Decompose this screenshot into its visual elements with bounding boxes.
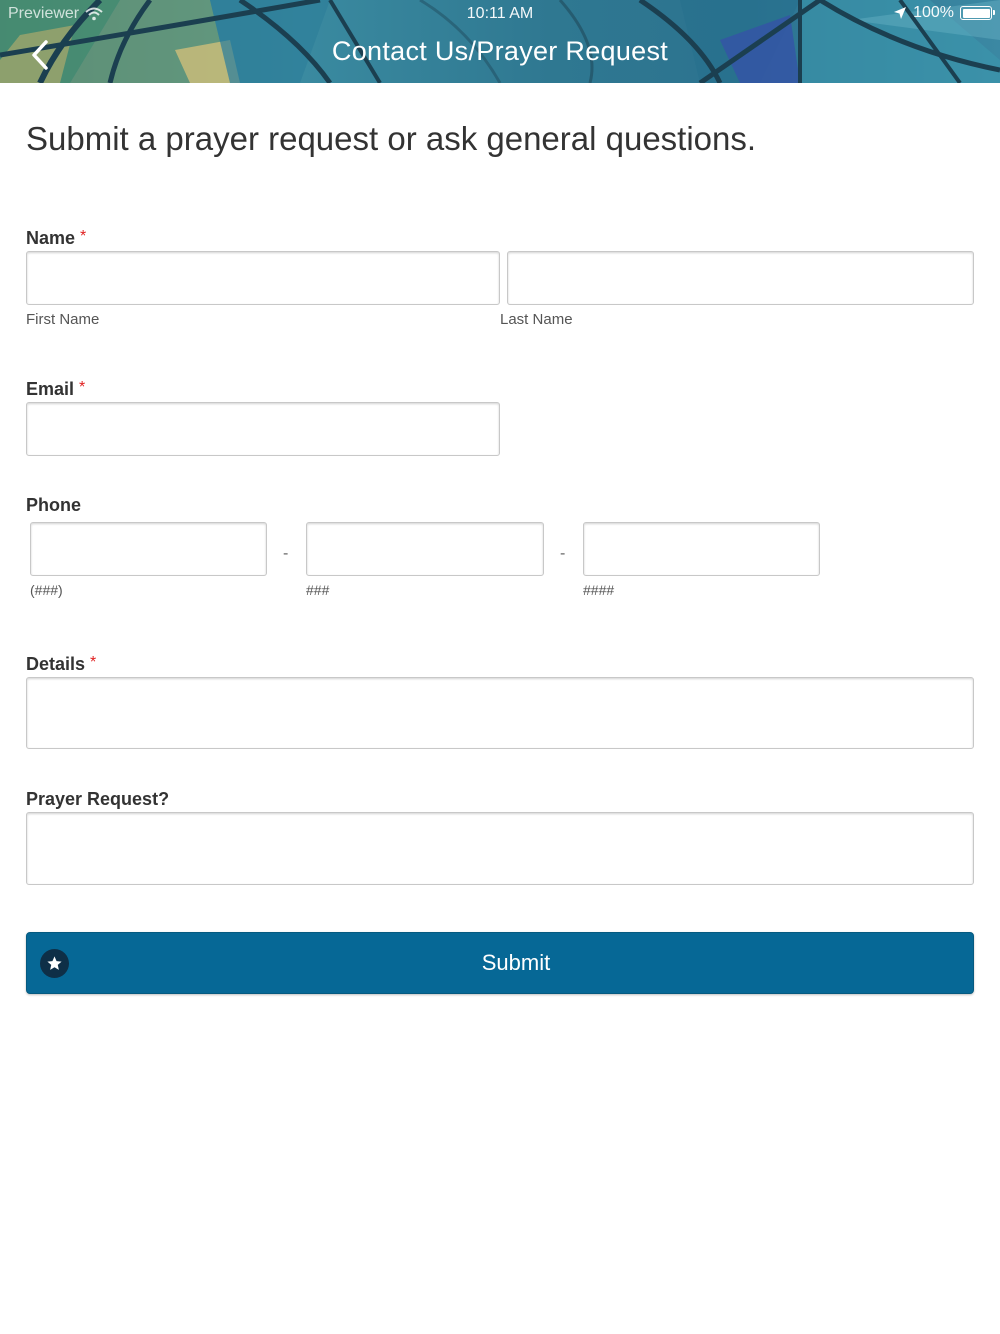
star-icon xyxy=(40,949,69,978)
status-time: 10:11 AM xyxy=(466,5,534,22)
phone-area-code-input[interactable] xyxy=(30,522,267,576)
star-glyph xyxy=(46,955,63,972)
prayer-request-textarea[interactable] xyxy=(26,812,974,885)
navigation-header xyxy=(0,0,1000,83)
prayer-request-label: Prayer Request? xyxy=(26,789,170,809)
submit-button[interactable] xyxy=(26,932,974,994)
intro-heading: Submit a prayer request or ask general questions. xyxy=(26,120,757,157)
phone-label: Phone xyxy=(26,495,82,515)
battery-percent: 100% xyxy=(913,4,954,21)
details-textarea[interactable] xyxy=(26,677,974,749)
first-name-sublabel: First Name xyxy=(26,311,100,328)
required-asterisk: * xyxy=(80,228,87,245)
phone-prefix-hint: ### xyxy=(306,582,330,598)
phone-area-code-hint: (###) xyxy=(30,582,63,598)
name-label-text: Name xyxy=(26,228,76,248)
last-name-input[interactable] xyxy=(507,251,974,305)
email-label xyxy=(26,379,85,400)
details-label xyxy=(26,654,96,675)
status-indicators xyxy=(893,4,992,22)
phone-prefix-input[interactable] xyxy=(306,522,544,576)
email-input[interactable] xyxy=(26,402,500,456)
required-asterisk: * xyxy=(79,379,86,396)
name-label xyxy=(26,228,86,249)
phone-line-number-hint: #### xyxy=(583,582,615,598)
battery-icon xyxy=(960,6,992,20)
submit-label: Submit xyxy=(481,950,551,975)
details-label-text: Details xyxy=(26,654,86,674)
last-name-sublabel: Last Name xyxy=(500,311,573,328)
email-label-text: Email xyxy=(26,379,75,399)
location-arrow-icon xyxy=(893,6,907,20)
required-asterisk: * xyxy=(90,654,97,671)
first-name-input[interactable] xyxy=(26,251,500,305)
carrier-label: Previewer xyxy=(8,5,80,22)
phone-separator: - xyxy=(283,545,289,562)
phone-line-number-input[interactable] xyxy=(583,522,820,576)
page-title: Contact Us/Prayer Request xyxy=(331,36,669,66)
status-bar xyxy=(0,0,1000,28)
phone-separator: - xyxy=(560,545,566,562)
